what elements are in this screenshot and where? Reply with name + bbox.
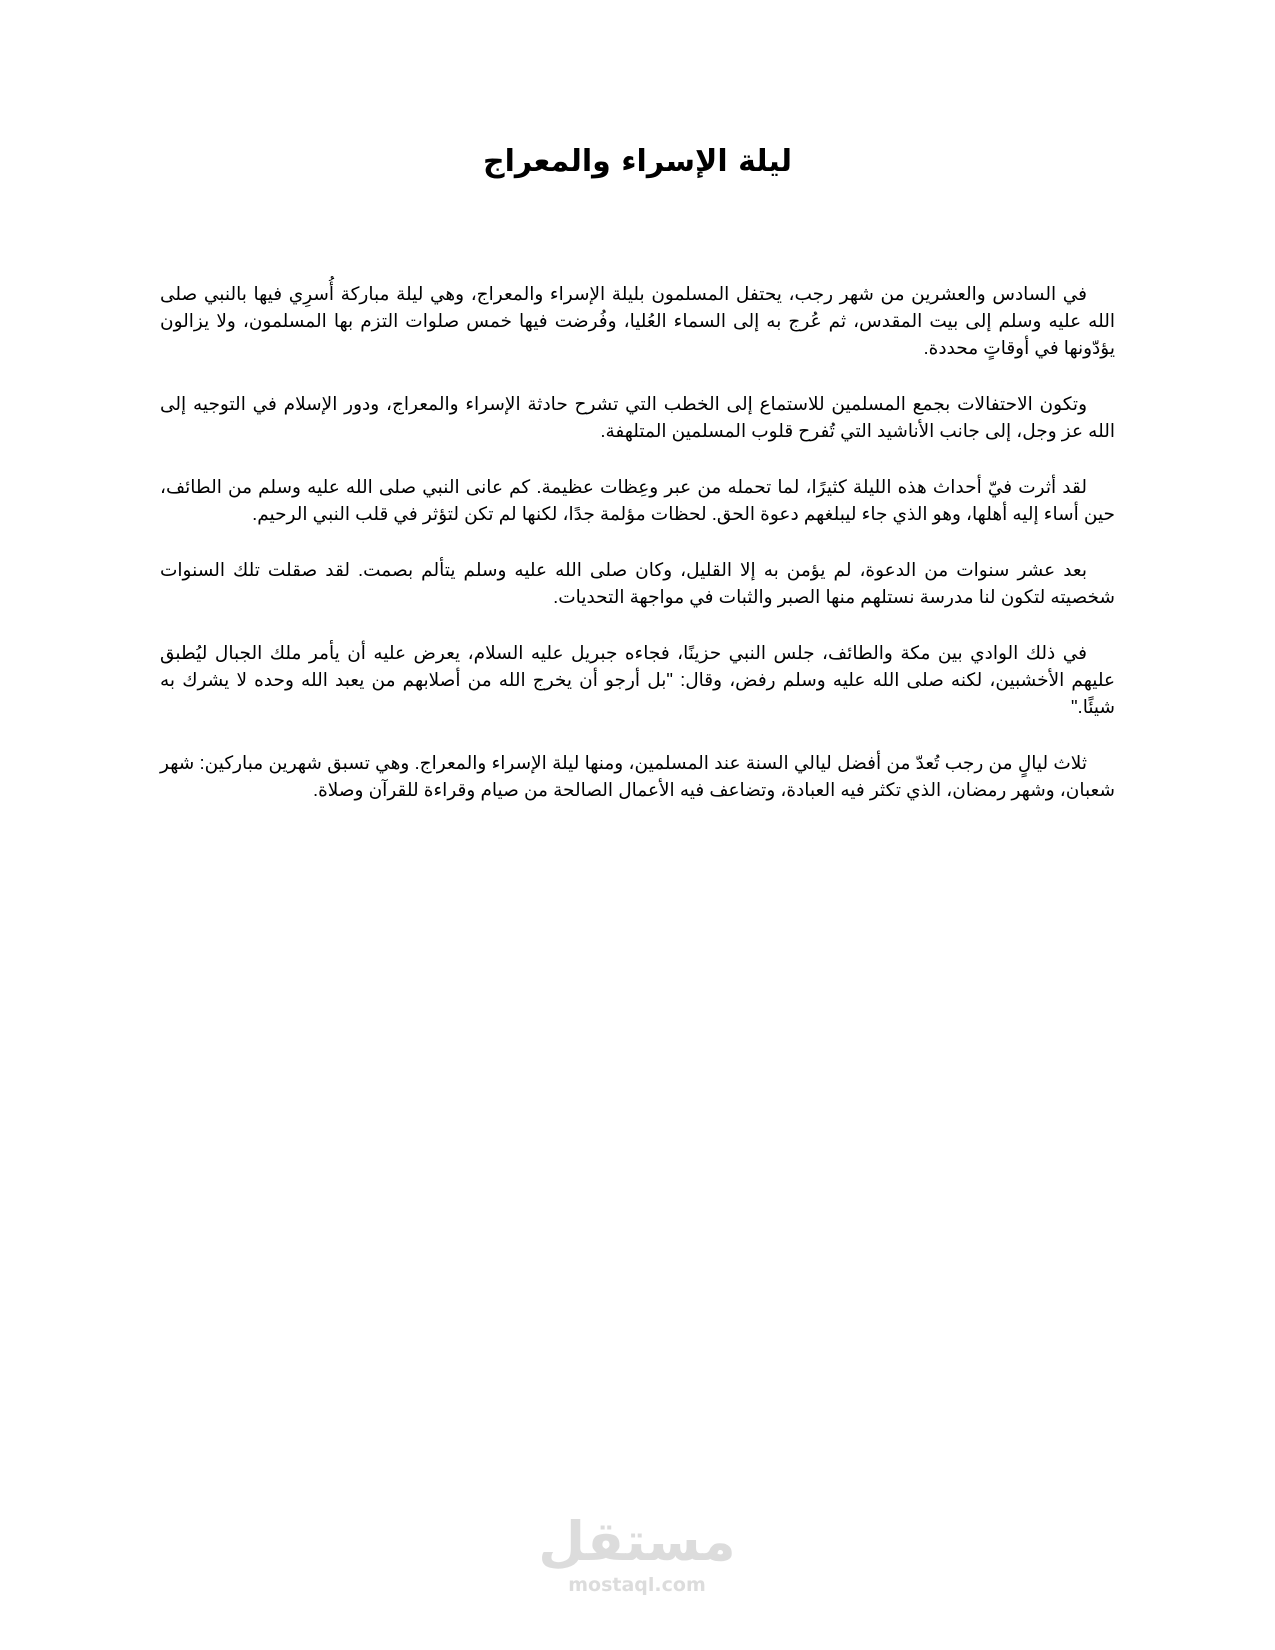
- paragraph-3: لقد أثرت فيّ أحداث هذه الليلة كثيرًا، لما تحمله من عبر وعِظات عظيمة. كم عانى النبي صلى الله عليه وسلم من الطائف، حين أساء إليه أهلها، وهو الذي جاء ليبلغهم دعوة الحق. لحظات مؤلمة جدًا، لكنها لم تكن لتؤثر في قلب النبي الرحيم.: [160, 476, 1115, 524]
- paragraph-2: وتكون الاحتفالات بجمع المسلمين للاستماع إلى الخطب التي تشرح حادثة الإسراء والمعراج، ودور الإسلام في التوجيه إلى الله عز وجل، إلى جانب الأناشيد التي تُفرح قلوب المسلمين المتلهفة.: [160, 393, 1115, 441]
- paragraph-1: في السادس والعشرين من شهر رجب، يحتفل المسلمون بليلة الإسراء والمعراج، وهي ليلة مباركة أُسرِي فيها بالنبي صلى الله عليه وسلم إلى بيت المقدس، ثم عُرج به إلى السماء العُليا، وفُرضت فيها خمس صلوات التزم بها المسلمون، ولا يزالون يؤدّونها في أوقاتٍ محددة.: [160, 283, 1115, 358]
- watermark-domain: mostaql.com: [568, 1574, 706, 1596]
- watermark-logo: مستقل: [538, 1510, 736, 1573]
- document-body: [160, 280, 1115, 832]
- document-title: ليلة الإسراء والمعراج: [482, 144, 793, 179]
- mostaql-watermark: [537, 1512, 737, 1622]
- paragraph-6: ثلاث ليالٍ من رجب تُعدّ من أفضل ليالي السنة عند المسلمين، ومنها ليلة الإسراء والمعراج. وهي تسبق شهرين مباركين: شهر شعبان، وشهر رمضان، الذي تكثر فيه العبادة، وتضاعف فيه الأعمال الصالحة من صيام وقراءة للقرآن وصلاة.: [160, 752, 1115, 800]
- paragraph-4: بعد عشر سنوات من الدعوة، لم يؤمن به إلا القليل، وكان صلى الله عليه وسلم يتألم بصمت. لقد صقلت تلك السنوات شخصيته لتكون لنا مدرسة نستلهم منها الصبر والثبات في مواجهة التحديات.: [160, 559, 1115, 607]
- paragraph-5: في ذلك الوادي بين مكة والطائف، جلس النبي حزينًا، فجاءه جبريل عليه السلام، يعرض عليه أن يأمر ملك الجبال ليُطبق عليهم الأخشبين، لكنه صلى الله عليه وسلم رفض، وقال: "بل أرجو أن يخرج الله من أصلابهم من يعبد الله وحده لا يشرك به شيئًا.": [160, 642, 1115, 717]
